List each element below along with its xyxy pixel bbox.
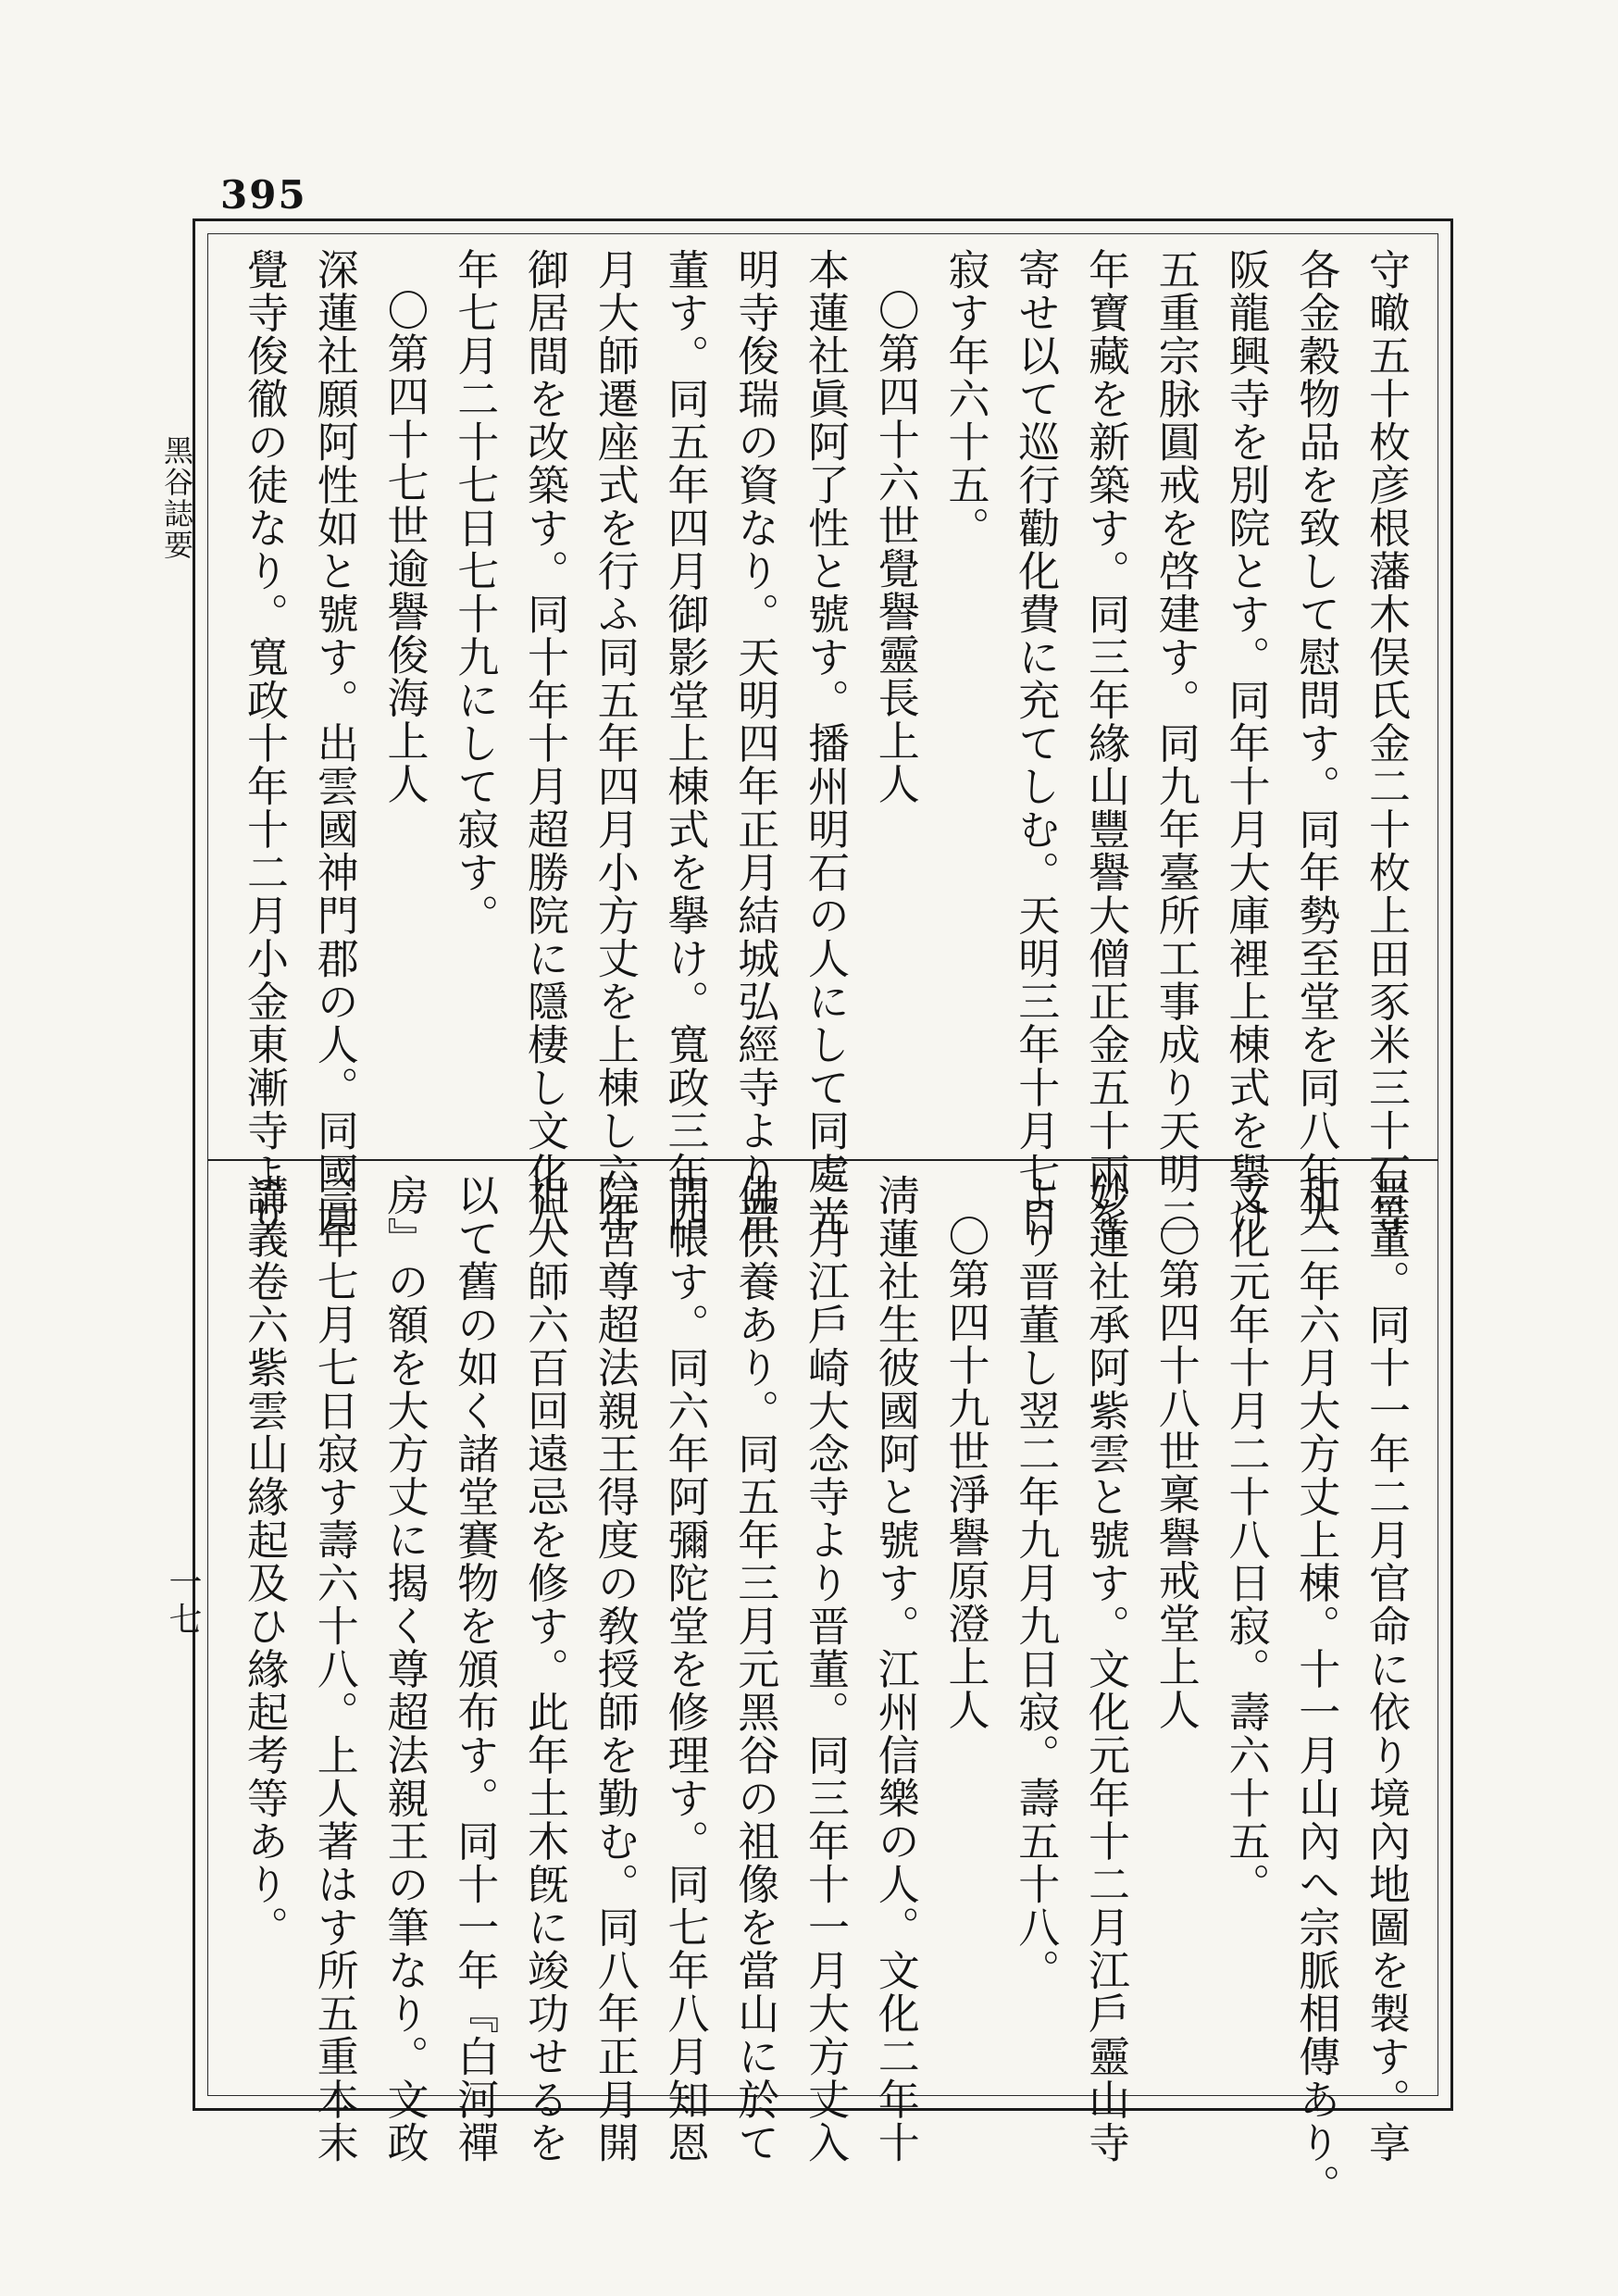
text-column: 寄せ以て巡行勸化費に充てしむ。天明三年十月七日 [1011, 248, 1061, 1239]
text-column: 講義卷六紫雲山緣起及ひ緣起考等あり。 [240, 1174, 289, 1949]
text-column: 妙蓮社承阿紫雲と號す。文化元年十二月江戶靈山寺 [1081, 1174, 1130, 2165]
text-column: 董す。同五年四月御影堂上棟式を擧け。寬政三年四 [660, 248, 710, 1239]
text-column: 佛供養あり。同五年三月元黑谷の祖像を當山に於て [730, 1174, 780, 2165]
text-column: 房』の額を大方丈に揭く尊超法親王の筆なり。文政 [380, 1174, 429, 2165]
text-column: 阪龍興寺を別院とす。同年十月大庫裡上棟式を擧け [1221, 248, 1271, 1239]
text-column: 守㬚五十枚彦根藩木俣氏金二十枚上田豕米三十石等 [1362, 248, 1411, 1239]
section-heading: 〇第四十八世稟譽戒堂上人 [1151, 1215, 1201, 1731]
folio-number: 一七 [164, 1565, 202, 1639]
section-heading: 〇第四十七世逾譽俊海上人 [380, 289, 429, 805]
text-column: 祖大師六百回遠忌を修す。此年土木旣に竣功せるを [520, 1174, 569, 2165]
text-column: 文化元年十月二十八日寂。壽六十五。 [1221, 1174, 1271, 1906]
text-column: 覺寺俊徹の徒なり。寬政十年十二月小金東漸寺より [240, 248, 289, 1239]
text-column: 淸蓮社生彼國阿と號す。江州信樂の人。文化二年十 [870, 1174, 920, 2165]
text-column: 五重宗脉圓戒を啓建す。同九年臺所工事成り天明二 [1151, 248, 1201, 1239]
text-column: 本蓮社眞阿了性と號す。播州明石の人にして同處光 [801, 248, 850, 1239]
text-column: 寂す年六十五。 [940, 248, 990, 550]
text-column: 院宮尊超法親王得度の敎授師を勤む。同八年正月開 [590, 1174, 640, 2165]
text-column: 二月江戶崎大念寺より晋董。同三年十一月大方丈入 [801, 1174, 850, 2165]
text-column: 三年七月七日寂す壽六十八。上人著はす所五重本末 [309, 1174, 359, 2165]
text-column: 和二年六月大方丈上棟。十一月山內へ宗脈相傳あり。 [1291, 1174, 1341, 2207]
section-heading: 〇第四十九世淨譽原澄上人 [940, 1215, 990, 1731]
text-column: より晋董し翌二年九月九日寂。壽五十八。 [1011, 1174, 1061, 1992]
text-column: 以て舊の如く諸堂賽物を頒布す。同十一年『白河禪 [450, 1174, 500, 2165]
text-column: 深蓮社願阿性如と號す。出雲國神門郡の人。同國圓 [309, 248, 359, 1239]
text-column: 月大師遷座式を行ふ同五年四月小方丈を上棟し六年 [590, 248, 640, 1239]
section-heading: 〇第四十六世覺譽靈長上人 [870, 289, 920, 805]
running-head: 黑谷誌要 [159, 435, 194, 561]
text-column: 各金穀物品を致して慰問す。同年勢至堂を同八年大 [1291, 248, 1341, 1239]
page-number: 395 [220, 172, 307, 218]
lower-text-block [231, 1174, 1411, 2207]
text-column: 開帳す。同六年阿彌陀堂を修理す。同七年八月知恩 [660, 1174, 710, 2165]
text-column: 晋董。同十一年二月官命に依り境內地圖を製す。享 [1362, 1174, 1411, 2165]
text-column: 御居間を改築す。同十年十月超勝院に隱棲し文化八 [520, 248, 569, 1239]
upper-text-block [231, 248, 1411, 1239]
text-column: 年七月二十七日七十九にして寂す。 [450, 248, 500, 937]
text-column: 明寺俊瑞の資なり。天明四年正月結城弘經寺より晋 [730, 248, 780, 1239]
text-column: 年寶藏を新築す。同三年緣山豐譽大僧正金五十兩を [1081, 248, 1130, 1239]
